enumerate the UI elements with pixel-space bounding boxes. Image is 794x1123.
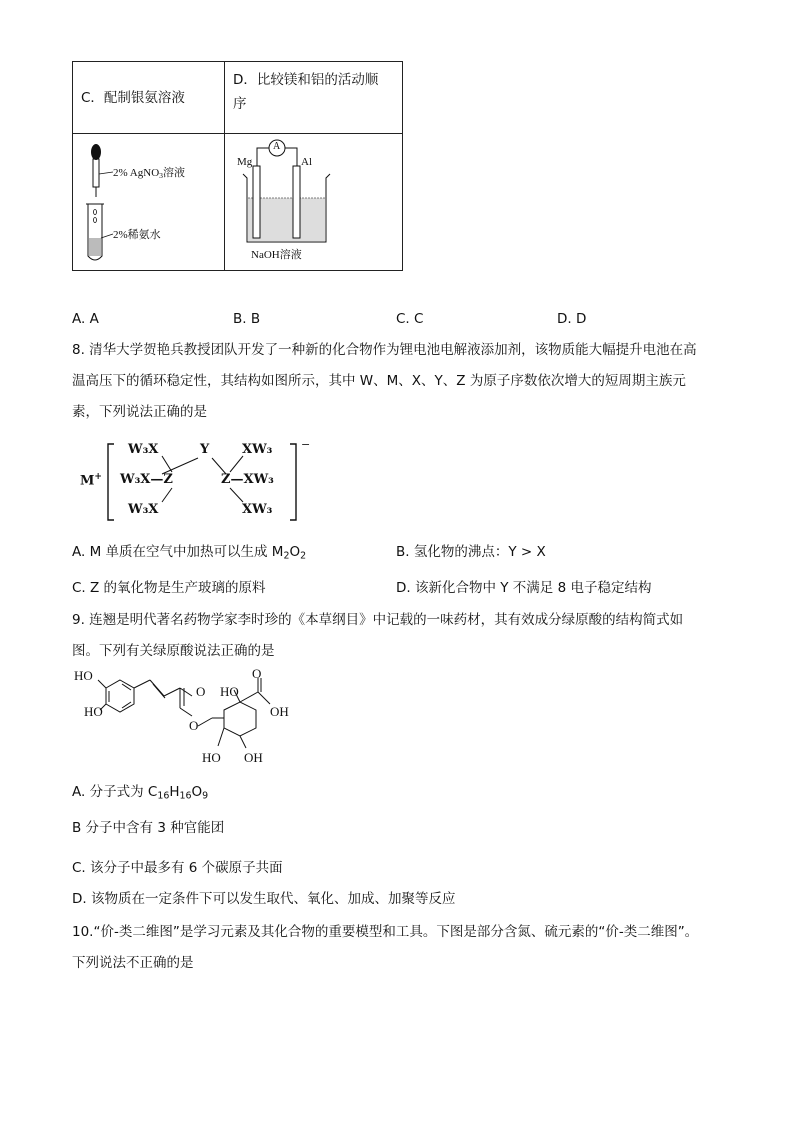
q9-option-d: D. 该物质在一定条件下可以发生取代、氧化、加成、加聚等反应 bbox=[72, 891, 456, 907]
ammonia-label: 2%稀氨水 bbox=[113, 229, 161, 241]
ho-label-3: HO bbox=[220, 684, 239, 699]
al-electrode-label: Al bbox=[301, 156, 312, 168]
q7-option-d: D. D bbox=[557, 311, 587, 327]
left-group-mid: W₃X—Z bbox=[120, 472, 173, 487]
oh-label-1: OH bbox=[270, 704, 289, 719]
silver-ammonia-apparatus bbox=[73, 134, 224, 270]
left-group-bottom: W₃X bbox=[128, 502, 159, 517]
q8-option-b: B. 氢化物的沸点：Y > X bbox=[396, 544, 546, 560]
cation-label: M+ bbox=[80, 472, 102, 489]
right-group-mid: Z—XW₃ bbox=[221, 472, 274, 487]
ammeter-icon: A bbox=[273, 141, 281, 152]
q10-stem-line1: 10.“价-类二维图”是学习元素及其化合物的重要模型和工具。下图是部分含氮、硫元素的“价-类二维图”。 bbox=[72, 924, 699, 940]
ester-o-label: O bbox=[189, 718, 199, 733]
agno3-label: 2% AgNO$_3$溶液 bbox=[113, 167, 185, 180]
option-d-label: D．比较镁和铝的活动顺 序 bbox=[233, 72, 379, 112]
q9-option-c: C. 该分子中最多有 6 个碳原子共面 bbox=[72, 860, 283, 876]
option-d-figure-cell bbox=[225, 134, 403, 271]
ho-label-1: HO bbox=[74, 668, 93, 683]
naoh-solution-label: NaOH溶液 bbox=[251, 249, 302, 261]
chlorogenic-acid-structure bbox=[72, 666, 312, 776]
q10-stem-line2: 下列说法不正确的是 bbox=[72, 955, 194, 971]
mg-electrode-label: Mg bbox=[237, 156, 253, 168]
option-c-cell bbox=[73, 62, 225, 134]
q8-stem-line2: 温高压下的循环稳定性，其结构如图所示，其中 W、M、X、Y、Z 为原子序数依次增大的短周期主族元 bbox=[72, 373, 686, 389]
q8-stem-line1: 8. 清华大学贺艳兵教授团队开发了一种新的化合物作为锂电池电解液添加剂，该物质能大幅提升电池在高 bbox=[72, 342, 697, 358]
ho-label-4: HO bbox=[202, 750, 221, 765]
bridge-atom: Y bbox=[200, 442, 210, 457]
q8-option-d: D. 该新化合物中 Y 不满足 8 电子稳定结构 bbox=[396, 580, 652, 596]
option-c-label: C．配制银氨溶液 bbox=[81, 90, 185, 106]
left-group-top: W₃X bbox=[128, 442, 159, 457]
q8-structure bbox=[80, 440, 310, 525]
acid-o-label: O bbox=[252, 666, 262, 681]
q7-option-b: B. B bbox=[233, 311, 261, 327]
carbonyl-o-label: O bbox=[196, 684, 206, 699]
right-group-bottom: XW₃ bbox=[242, 502, 273, 517]
right-group-top: XW₃ bbox=[242, 442, 273, 457]
q9-option-a: A. 分子式为 $C_{16}H_{16}O_9$ bbox=[72, 784, 209, 802]
q9-option-b: B 分子中含有 3 种官能团 bbox=[72, 820, 225, 836]
q7-option-c: C. C bbox=[396, 311, 424, 327]
q9-stem-line2: 图。下列有关绿原酸说法正确的是 bbox=[72, 643, 275, 659]
q7-option-a: A. A bbox=[72, 311, 99, 327]
oh-label-2: OH bbox=[244, 750, 263, 765]
anion-charge: − bbox=[301, 438, 311, 451]
q8-stem-line3: 素，下列说法正确的是 bbox=[72, 404, 207, 420]
q8-option-a: A. M 单质在空气中加热可以生成 $M_2O_2$ bbox=[72, 544, 307, 562]
structure-brackets bbox=[80, 440, 310, 525]
q8-option-c: C. Z 的氧化物是生产玻璃的原料 bbox=[72, 580, 266, 596]
q9-stem-line1: 9. 连翘是明代著名药物学家李时珍的《本草纲目》中记载的一味药材，其有效成分绿原酸的结构简式如 bbox=[72, 612, 684, 628]
ho-label-2: HO bbox=[84, 704, 103, 719]
experiment-table bbox=[72, 61, 403, 271]
option-c-figure-cell bbox=[73, 134, 225, 271]
option-d-cell bbox=[225, 62, 403, 134]
